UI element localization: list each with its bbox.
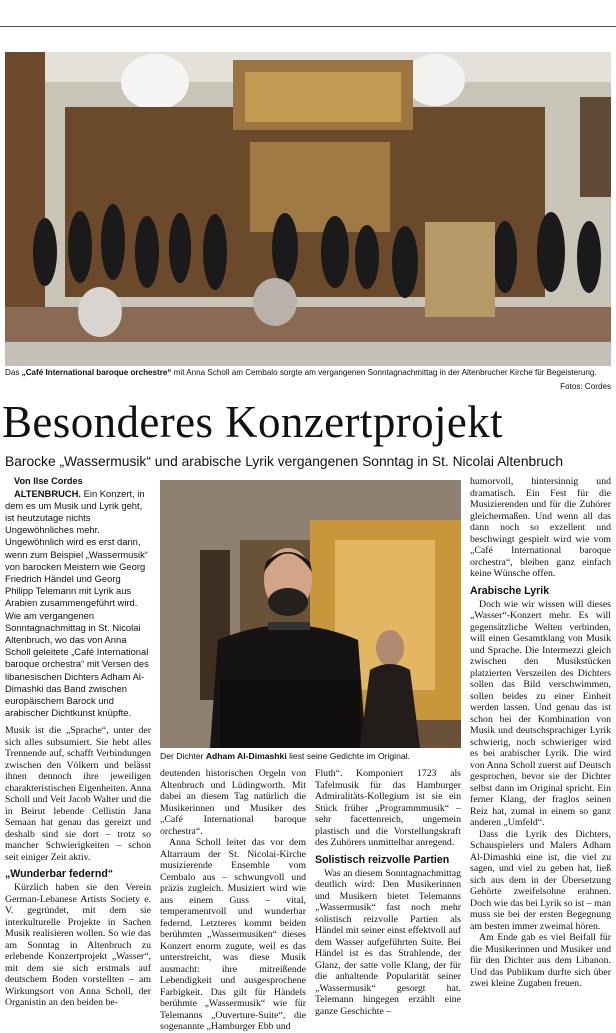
body-paragraph-7: humorvoll, hintersinnig und dramatisch. Ein Fest für die Musizierenden und für die Zuhörer gleichermaßen. Und wenn all das dann noch so exzellent und beschwingt gespielt wird wie vom „Café International baroque orchestra“, bleiben ganz einfach keine Wünsche offen. bbox=[470, 476, 611, 579]
column-4 bbox=[470, 476, 611, 990]
subheadline: Barocke „Wassermusik“ und arabische Lyrik vergangenen Sonntag in St. Nicolai Altenbruch bbox=[5, 454, 564, 469]
body-paragraph-8: Doch wie wir wissen will dieses „Wasser“-Konzert mehr. Es will gegensätzliche Welten verbinden, will einen Gesamtklang von Musik und Sprache. Die Intermezzi gleich zwischen den Musikstücken platzierten Verszeilen des Dichters sollen das Bild verschwimmen, sollen beides zu einer Einheit werden lassen. Und genau das ist schon bei der Kombination von Musik und deutschsprachiger Lyrik schwierig, noch schwieriger wird es bei arabischer Lyrik. Die wird von Anna Scholl zuerst auf Deutsch gesprochen, bevor sie der Dichter selbst dann im Original spricht. Ein ferner Klang, der fraglos seinen Reiz hat, zumal in einem so ganz anderen „Umfeld“. bbox=[470, 598, 611, 828]
subheading-wunderbar: „Wunderbar federnd“ bbox=[5, 868, 114, 881]
poet-caption-name: Adham Al-Dimashki bbox=[205, 751, 287, 761]
dateline-place: ALTENBRUCH. bbox=[14, 487, 82, 499]
body-paragraph-5: Fluth“. Komponiert 1723 als Tafelmusik für das Hamburger Admiralitäts-Kollegium ist sie ein Stück früher „Programmmusik“ – sehr facettenreich, ungemein plastisch und die Vorstellungskraft des Zuhörers unmittelbar anregend. bbox=[315, 768, 461, 848]
lead-text: Ein Konzert, in dem es um Musik und Lyrik geht, ist heutzutage nichts Ungewöhnliches mehr. Ungewöhnlich wird es erst dann, wenn zum Beispiel „Wassermusik“ von barocken Meistern wie Georg Friedrich Händel und Georg Philipp Telemann mit Lyrik aus Arabien zusammengeführt wird. Wie am vergangenen Sonntagnachmittag in St. Nicolai Altenbruch, wo das von Anna Scholl geleitete „Café International baroque orchestra“ mit Versen des libanesischen Dichters Adham Al-Dimashki das Band zwischen europäischem Barock und arabischer Dichtkunst knüpfte. bbox=[5, 487, 149, 719]
byline: Von Ilse Cordes bbox=[14, 476, 83, 486]
body-paragraph-2: Kürzlich haben sie den Verein German-Lebanese Artists Society e. V. gegründet, mit dem sie interkulturelle Projekte in Sachen Musik realisieren wollen. So wie das am Sonntag in Altenbruch zu erlebende Konzertprojekt „Wasser“, mit dem sie sich erstmals auf deutschem Boden vorstellten – am Wirkungsort von Anna Scholl, der Organistin an den beiden be- bbox=[5, 882, 151, 1009]
column-2 bbox=[160, 768, 306, 1033]
poet-caption bbox=[160, 751, 461, 762]
photo-credit: Fotos: Cordes bbox=[560, 381, 611, 391]
headline: Besonderes Konzertprojekt bbox=[2, 397, 504, 447]
top-rule bbox=[0, 26, 616, 27]
poet-caption-text: liest seine Gedichte im Original. bbox=[286, 751, 410, 761]
subheading-solistisch: Solistisch reizvolle Partien bbox=[315, 853, 450, 866]
body-paragraph-4: Anna Scholl leitet das vor dem Altarraum der St. Nicolai-Kirche musizierende Ensemble vom Cembalo aus – schwungvoll und präzis zugleich. Musiziert wird wie aus einem Guss – vital, temperamentvoll und wunderbar federnd. Letzteres kommt beiden berühmten „Wassermusiken“ dieses Konzert enorm zugute, weil es das unterstreicht, was diese Musik ausmacht: ihre mitreißende Lebendigkeit und ausgesprochene Farbigkeit. Das gilt für Händels berühmte „Wassermusik“ wie für Telemanns „Ouverture-Suite“, die sogenannte „Hamburger Ebb und bbox=[160, 837, 306, 1032]
body-paragraph-1: Musik ist die „Sprache“, unter der sich alles subsumiert. Sie hebt alles Trennende auf, schafft Verbindungen zwischen den Völkern und belässt ihnen dennoch ihre jeweiligen charakteristischen Eigenheiten. Anna Scholl und Veit Jacob Walter und die in Beirut lebende Cellistin Jana Semaan hat genau das gereizt und deshalb sind sie dort – trotz so mancher Schwierigkeiten – schon seit einiger Zeit aktiv. bbox=[5, 725, 151, 863]
column-1 bbox=[5, 476, 151, 1009]
caption-text: mit Anna Scholl am Cembalo sorgte am vergangenen Sonntagnachmittag in der Altenbrucher Kirche für Begeisterung. bbox=[171, 368, 597, 377]
column-3 bbox=[315, 768, 461, 1017]
orchestra-photo bbox=[5, 52, 611, 366]
lead-paragraph bbox=[5, 488, 151, 720]
poet-caption-prefix: Der Dichter bbox=[160, 751, 206, 761]
body-paragraph-6: Was an diesem Sonntagnachmittag deutlich wird: Den Musikerinnen und Musikern bietet Telemanns „Wassermusik“ fast noch mehr solistisch reizvolle Partien als Händel mit seiner einst effektvoll auf dem Wasser aufgeführten Suite. Bei Händel ist es das Strahlende, der Glanz, der satte volle Klang, der für die anhaltende Popularität seiner „Wassermusik“ gesorgt hat. Telemann hingegen erzählt eine ganze Geschichte – bbox=[315, 867, 461, 1017]
body-paragraph-10: Am Ende gab es viel Beifall für die Musikerinnen und Musiker und für den Dichter aus dem Libanon. Und das Publikum durfte sich über zwei kleine Zugaben freuen. bbox=[470, 932, 611, 989]
poet-photo bbox=[160, 480, 461, 748]
body-paragraph-3: deutenden historischen Orgeln von Altenbruch und Lüdingworth. Mit dabei an diesem Tag natürlich die Musikerinnen und Musiker des „Café International baroque orchestra“. bbox=[160, 768, 306, 837]
caption-prefix: Das bbox=[5, 368, 22, 377]
caption-ensemble: „Café International baroque orchestre“ bbox=[21, 368, 172, 377]
subheading-arabische-lyrik: Arabische Lyrik bbox=[470, 584, 550, 597]
photo-caption bbox=[5, 368, 611, 392]
body-paragraph-9: Dass die Lyrik des Dichters, Schauspielers und Malers Adham Al-Dimashki eine ist, die viel zu sagen, und viel zu geben hat, ließ sich aus dem in der Übersetzung Gehörte zweifelsohne erahnen. Doch wie das bei Lyrik so ist – man muss sie bei der ersten Begegnung am besten immer zweimal hören. bbox=[470, 828, 611, 932]
